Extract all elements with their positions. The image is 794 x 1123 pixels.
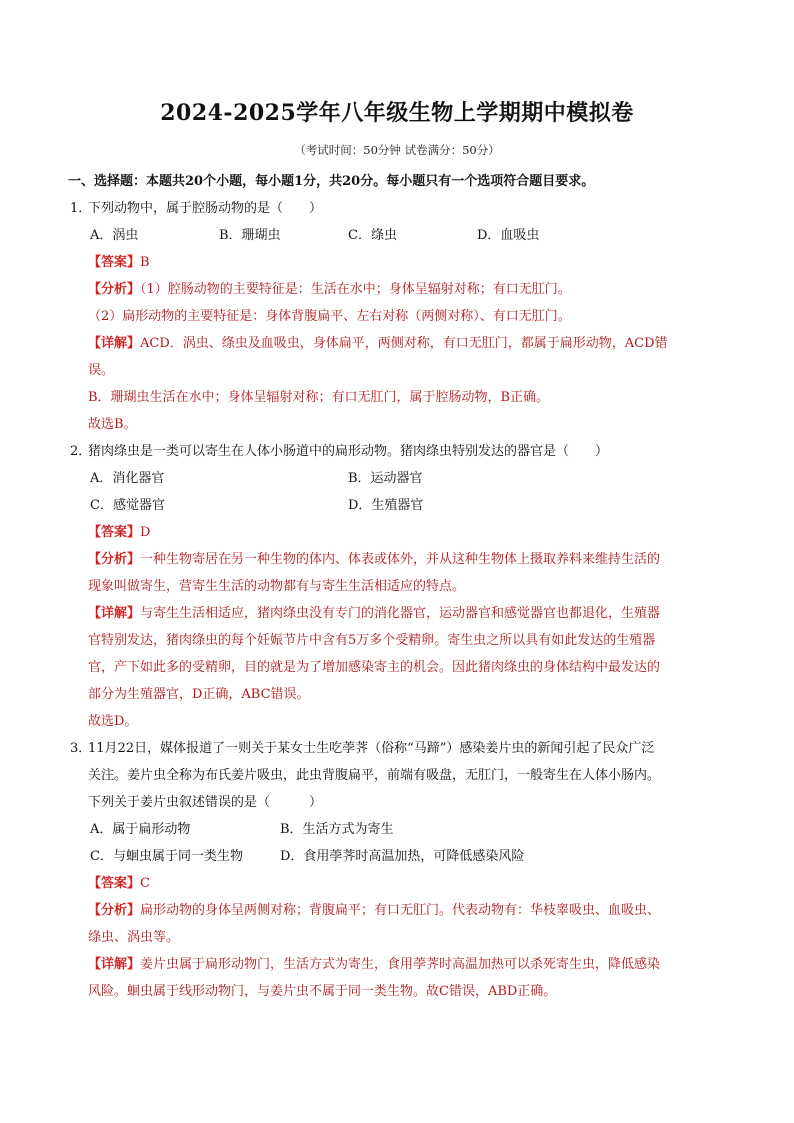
- exam-content: [70, 168, 725, 1005]
- option-d: D．生殖器官: [348, 498, 424, 513]
- option-b: B．珊瑚虫: [219, 228, 281, 243]
- detail-text: 与寄生生活相适应，猪肉绦虫没有专门的消化器官，运动器官和感觉器官也都退化，生殖器: [140, 606, 661, 621]
- analysis-text: （1）腔肠动物的主要特征是：生活在水中；身体呈辐射对称；有口无肛门。: [140, 282, 571, 297]
- detail-text: ACD．涡虫、绦虫及血吸虫，身体扁平，两侧对称，有口无肛门，都属于扁形动物，ACD错: [140, 336, 668, 351]
- answer-line: [88, 870, 725, 897]
- question-stem: 猪肉绦虫是一类可以寄生在人体小肠道中的扁形动物。猪肉绦虫特别发达的器官是（ ）: [88, 444, 609, 459]
- option-d: D．血吸虫: [477, 228, 540, 243]
- options: [90, 492, 725, 519]
- option-a: A．消化器官: [90, 471, 165, 486]
- question-stem: 关注。姜片虫全称为布氏姜片吸虫，此虫背腹扁平，前端有吸盘，无肛门，一般寄生在人体小肠内。: [88, 768, 661, 783]
- question-number: 3．: [70, 741, 92, 756]
- question-1: [70, 195, 725, 222]
- detail-tag: 【详解】: [88, 957, 141, 972]
- analysis-text: 现象叫做寄生，营寄生生活的动物都有与寄生生活相适应的特点。: [88, 579, 466, 594]
- option-b: B．运动器官: [348, 471, 423, 486]
- options: [90, 222, 725, 249]
- analysis-text: 扁形动物的身体呈两侧对称；背腹扁平；有口无肛门。代表动物有：华枝睾吸虫、血吸虫、: [140, 903, 661, 918]
- detail-text: 风险。蛔虫属于线形动物门，与姜片虫不属于同一类生物。故C错误，ABD正确。: [88, 984, 557, 999]
- choose-text: 故选B。: [88, 417, 137, 432]
- option-c: C．感觉器官: [90, 498, 165, 513]
- options: [90, 816, 725, 843]
- detail-text: 部分为生殖器官，D正确，ABC错误。: [88, 687, 310, 702]
- question-number: 2．: [70, 444, 92, 459]
- answer-tag: 【答案】: [88, 525, 141, 540]
- question-stem: 11月22日，媒体报道了一则关于某女士生吃荸荠（俗称“马蹄”）感染姜片虫的新闻引起了民众广泛: [88, 741, 655, 756]
- analysis-text: 一种生物寄居在另一种生物的体内、体表或体外，并从这种生物体上摄取养料来维持生活的: [140, 552, 661, 567]
- option-a: A．属于扁形动物: [90, 822, 191, 837]
- analysis-line: [88, 546, 725, 573]
- options: [90, 843, 725, 870]
- answer-value: C: [140, 876, 150, 891]
- analysis-tag: 【分析】: [88, 903, 141, 918]
- analysis-text: 绦虫、涡虫等。: [88, 930, 180, 945]
- analysis-line: [88, 276, 725, 303]
- page-title: 2024-2025学年八年级生物上学期期中模拟卷: [160, 100, 634, 126]
- detail-text: 误。: [88, 363, 115, 378]
- analysis-text: （2）扁形动物的主要特征是：身体背腹扁平、左右对称（两侧对称）、有口无肛门。: [88, 309, 571, 324]
- options: [90, 465, 725, 492]
- detail-text: 官特别发达，猪肉绦虫的每个妊娠节片中含有5万多个受精卵。寄生虫之所以具有如此发达的生殖器: [88, 633, 656, 648]
- analysis-tag: 【分析】: [88, 282, 141, 297]
- analysis-line: [88, 897, 725, 924]
- question-stem: 下列关于姜片虫叙述错误的是（ ）: [88, 795, 323, 810]
- detail-line: [88, 951, 725, 978]
- detail-text: 官，产下如此多的受精卵，目的就是为了增加感染寄主的机会。因此猪肉绦虫的身体结构中最发达的: [88, 660, 661, 675]
- question-number: 1．: [70, 201, 92, 216]
- detail-text: B．珊瑚虫生活在水中；身体呈辐射对称；有口无肛门，属于腔肠动物，B正确。: [88, 390, 550, 405]
- question-2: [70, 438, 725, 465]
- option-c: C．与蛔虫属于同一类生物: [90, 849, 243, 864]
- answer-line: [88, 249, 725, 276]
- detail-text: 姜片虫属于扁形动物门，生活方式为寄生，食用荸荠时高温加热可以杀死寄生虫，降低感染: [140, 957, 661, 972]
- choose-text: 故选D。: [88, 714, 138, 729]
- question-stem: 下列动物中，属于腔肠动物的是（ ）: [88, 201, 323, 216]
- answer-value: D: [140, 525, 151, 540]
- answer-tag: 【答案】: [88, 255, 141, 270]
- option-b: B．生活方式为寄生: [280, 822, 394, 837]
- option-d: D．食用荸荠时高温加热，可降低感染风险: [280, 849, 525, 864]
- detail-tag: 【详解】: [88, 336, 141, 351]
- detail-tag: 【详解】: [88, 606, 141, 621]
- answer-line: [88, 519, 725, 546]
- option-a: A．涡虫: [90, 228, 139, 243]
- answer-value: B: [140, 255, 150, 270]
- exam-info: （考试时间：50分钟 试卷满分：50分）: [294, 143, 500, 157]
- detail-line: [88, 600, 725, 627]
- section-heading: 一、选择题：本题共20个小题，每小题1分，共20分。每小题只有一个选项符合题目要求。: [68, 174, 595, 189]
- option-c: C．绦虫: [348, 228, 397, 243]
- analysis-tag: 【分析】: [88, 552, 141, 567]
- detail-line: [88, 330, 725, 357]
- question-3: [70, 735, 725, 762]
- answer-tag: 【答案】: [88, 876, 141, 891]
